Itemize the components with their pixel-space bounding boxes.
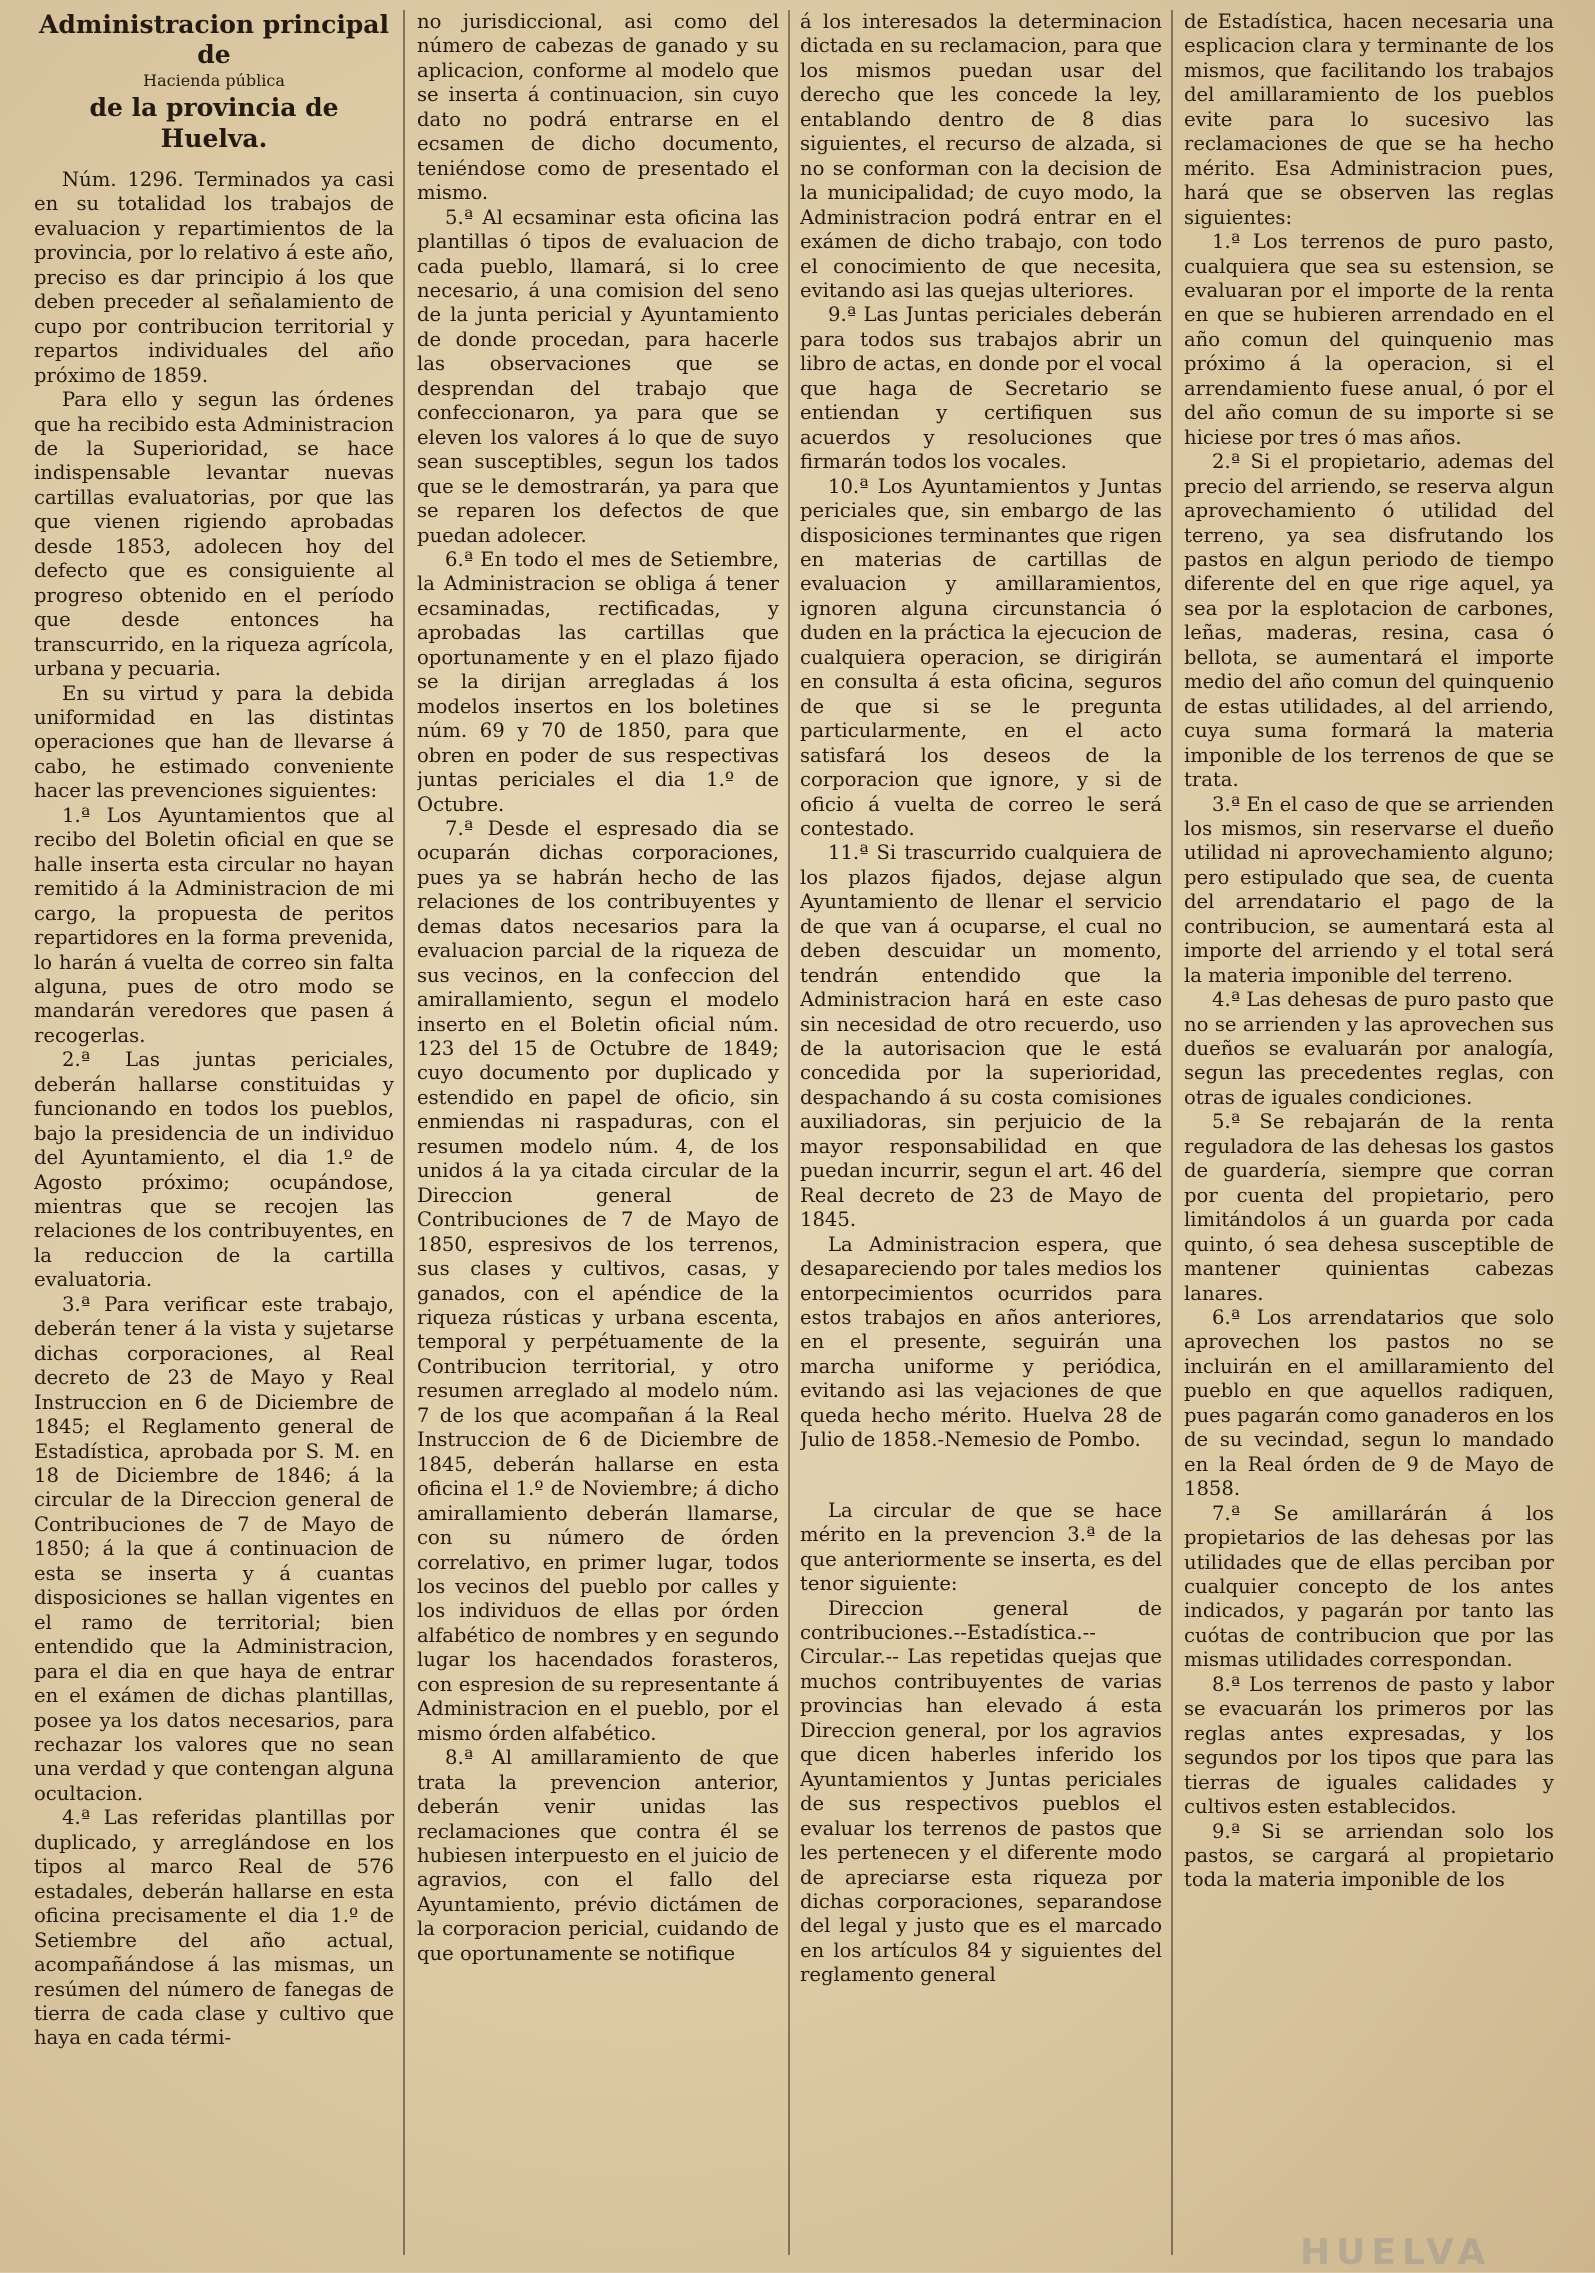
column-divider — [1171, 10, 1173, 2255]
paragraph: 9.ª Si se arriendan solo los pastos, se cargará al propietario toda la materia imponible de los — [1184, 1819, 1554, 1892]
column-4 — [1184, 10, 1554, 2252]
paragraph: 1.ª Los terrenos de puro pasto, cualquiera que sea su estension, se evaluaran por el importe de la renta en que se hubieren arrendado en el año comun del quinquenio mas próximo á la operacion, si el arrendamiento fuese anual, ó por el del año comun de su importe si se hiciese por tres ó mas años. — [1184, 230, 1554, 449]
paragraph: 4.ª Las dehesas de puro pasto que no se arrienden y las aprovechen sus dueños se evaluarán por analogía, segun las precedentes reglas, con otras de iguales condiciones. — [1184, 988, 1554, 1109]
paragraph: 8.ª Al amillaramiento de que trata la prevencion anterior, deberán venir unidas las reclamaciones que contra él se hubiesen interpuesto en el juicio de agravios, con el fallo del Ayuntamiento, prévio dictámen de la corporacion pericial, cuidando de que oportunamente se notifique — [417, 1746, 779, 1965]
paragraph: 3.ª En el caso de que se arrienden los mismos, sin reservarse el dueño utilidad ni aprovechamiento alguno; pero estipulado que sea, de cuenta del arrendatario el pago de la contribucion, se aumentará esta al importe del arriendo y el total será la materia imponible del terreno. — [1184, 792, 1554, 987]
paragraph: 11.ª Si trascurrido cualquiera de los plazos fijados, dejase algun Ayuntamiento de llenar el servicio de que van á ocuparse, el cual no deben descuidar un momento, tendrán entendido que la Administracion hará en este caso sin necesidad de otro recuerdo, uso de la autorisacion que le está concedida por la superioridad, despachando á su costa comisiones auxiliadoras, sin perjuicio de la mayor responsabilidad en que puedan incurrir, segun el art. 46 del Real decreto de 23 de Mayo de 1845. — [800, 841, 1162, 1232]
column-2 — [417, 10, 779, 2252]
column-3 — [800, 10, 1162, 2252]
heading-administracion: Administracion principal de — [39, 10, 389, 69]
paragraph: 5.ª Se rebajarán de la renta reguladora de las dehesas los gastos de guardería, siempre que corran por cuenta del propietario, pero limitándolos á un guarda por cada quinto, ó sea dehesa susceptible de mantener quinientas cabezas lanares. — [1184, 1110, 1554, 1305]
column-1 — [34, 10, 394, 2252]
paragraph: 10.ª Los Ayuntamientos y Juntas periciales que, sin embargo de las disposiciones terminantes que rigen en materias de cartillas de evaluacion y amillaramientos, ignoren alguna circunstancia ó duden en la práctica la ejecucion de cualquiera operacion, se dirigirán en consulta á esta oficina, seguros de que si se le pregunta particularmente, en el acto satisfará los deseos de la corporacion que ignore, y si de oficio á vuelta de correo le será contestado. — [800, 474, 1162, 840]
heading-hacienda: Hacienda pública — [143, 71, 285, 90]
paragraph: de Estadística, hacen necesaria una esplicacion clara y terminante de los mismos, que facilitando los trabajos del amillaramiento de los pueblos evite para lo sucesivo las reclamaciones de que se ha hecho mérito. Esa Administracion pues, hará que se observen las reglas siguientes: — [1184, 10, 1554, 229]
paragraph: 6.ª Los arrendatarios que solo aprovechen los pastos no se incluirán en el amillaramiento del pueblo en que aquellos radiquen, pues pagarán como ganaderos en los de su vecindad, segun lo mandado en la Real órden de 9 de Mayo de 1858. — [1184, 1306, 1554, 1501]
paragraph: La circular de que se hace mérito en la prevencion 3.ª de la que anteriormente se inserta, es del tenor siguiente: — [800, 1498, 1162, 1596]
paragraph: Para ello y segun las órdenes que ha recibido esta Administracion de la Superioridad, se hace indispensable levantar nuevas cartillas evaluatorias, por que las que vienen rigiendo aprobadas desde 1853, adolecen hoy del defecto que es consiguiente al progreso obtenido en el período que desde entonces ha transcurrido, en la riqueza agrícola, urbana y pecuaria. — [34, 388, 394, 681]
heading-provincia: de la provincia de Huelva. — [89, 93, 339, 153]
paragraph: 2.ª Las juntas periciales, deberán hallarse constituidas y funcionando en todos los pueblos, bajo la presidencia de un individuo del Ayuntamiento, el dia 1.º de Agosto próximo; ocupándose, mientras que se recojen las relaciones de los contribuyentes, en la reduccion de la cartilla evaluatoria. — [34, 1048, 394, 1292]
paragraph: no jurisdiccional, asi como del número de cabezas de ganado y su aplicacion, conforme al modelo que se inserta á continuacion, sin cuyo dato no podrá entrarse en el ecsamen de dicho documento, teniéndose como de presentado el mismo. — [417, 10, 779, 205]
column-divider — [403, 10, 405, 2255]
paragraph: Núm. 1296. Terminados ya casi en su totalidad los trabajos de evaluacion y repartimientos de la provincia, por lo relativo á este año, preciso es dar principio á los que deben preceder al señalamiento de cupo por contribucion territorial y repartos individuales del año próximo de 1859. — [34, 168, 394, 387]
paragraph: 1.ª Los Ayuntamientos que al recibo del Boletin oficial en que se halle inserta esta circular no hayan remitido á la Administracion de mi cargo, la propuesta de peritos repartidores en la forma prevenida, lo harán á vuelta de correo sin falta alguna, pues de otro modo se mandarán veredores que pasen á recogerlas. — [34, 803, 394, 1047]
column-divider — [788, 10, 790, 2255]
paragraph: La Administracion espera, que desapareciendo por tales medios los entorpecimientos ocurridos para estos trabajos en años anteriores, en el presente, seguirán una marcha uniforme y periódica, evitando asi las vejaciones de que queda hecho mérito. Huelva 28 de Julio de 1858.-Nemesio de Pombo. — [800, 1232, 1162, 1452]
paragraph: 2.ª Si el propietario, ademas del precio del arriendo, se reserva algun aprovechamiento ó utilidad del terreno, ya sea disfrutando los pastos en algun periodo de tiempo diferente del en que rige aquel, ya sea por la esplotacion de carbones, leñas, maderas, resina, casa ó bellota, se aumentará el importe medio del año comun del quinquenio de estas utilidades, al del arriendo, cuya suma formará la materia imponible de los terrenos de que se trata. — [1184, 450, 1554, 792]
paragraph: En su virtud y para la debida uniformidad en las distintas operaciones que han de llevarse á cabo, he estimado conveniente hacer las prevenciones siguientes: — [34, 681, 394, 803]
paragraph: 7.ª Se amillarárán á los propietarios de las dehesas por las utilidades que de ellas perciban por cualquier concepto de los antes indicados, y pagarán por tanto las cuótas de contribucion que por las mismas utilidades correspondan. — [1184, 1501, 1554, 1672]
paragraph: 4.ª Las referidas plantillas por duplicado, y arreglándose en los tipos al marco Real de 576 estadales, deberán hallarse en esta oficina precisamente el dia 1.º de Setiembre del año actual, acompañándose á las mismas, un resúmen del número de fanegas de tierra de cada clase y cultivo que haya en cada térmi- — [34, 1806, 394, 2050]
spacer — [800, 1453, 1162, 1499]
paragraph: 7.ª Desde el espresado dia se ocuparán dichas corporaciones, pues ya se habrán hecho de las relaciones de los contribuyentes y demas datos necesarios para la evaluacion parcial de la riqueza de sus vecinos, en la confeccion del amirallamiento, segun el modelo inserto en el Boletin oficial núm. 123 del 15 de Octubre de 1849; cuyo documento por duplicado y estendido en papel de oficio, sin enmiendas ni raspaduras, con el resumen modelo núm. 4, de los unidos á la ya citada circular de la Direccion general de Contribuciones de 7 de Mayo de 1850, espresivos de los terrenos, sus clases y cultivos, casas, y ganados, con el apéndice de la riqueza rústicas y urbana escenta, temporal y perpétuamente de la Contribucion territorial, y otro resumen arreglado al modelo núm. 7 de los que acompañan á la Real Instruccion de 6 de Diciembre de 1845, deberán hallarse en esta oficina el 1.º de Noviembre; á dicho amirallamiento deberán llamarse, con su número de órden correlativo, en primer lugar, todos los vecinos del pueblo por calles y los individuos de ellas por órden alfabético de nombres y en segundo lugar los hacendados forasteros, con espresion de su representante á Administracion en el pueblo, por el mismo órden alfabético. — [417, 816, 779, 1745]
paragraph: 9.ª Las Juntas periciales deberán para todos sus trabajos abrir un libro de actas, en donde por el vocal que haga de Secretario se entiendan y certifiquen sus acuerdos y resoluciones que firmarán todos los vocales. — [800, 303, 1162, 474]
paragraph: 6.ª En todo el mes de Setiembre, la Administracion se obliga á tener ecsaminadas, rectificadas, y aprobadas las cartillas que oportunamente y en el plazo fijado se la dirijan arregladas á los modelos insertos en los boletines núm. 69 y 70 de 1850, para que obren en poder de sus respectivas juntas periciales el dia 1.º de Octubre. — [417, 547, 779, 816]
paragraph: 8.ª Los terrenos de pasto y labor se evacuarán los primeros por las reglas antes expresadas, y los segundos por los tipos que para las tierras de iguales calidades y cultivos esten establecidos. — [1184, 1672, 1554, 1819]
paragraph: 3.ª Para verificar este trabajo, deberán tener á la vista y sujetarse dichas corporaciones, al Real decreto de 23 de Mayo y Real Instruccion en 6 de Diciembre de 1845; el Reglamento general de Estadística, aprobada por S. M. en 18 de Diciembre de 1846; á la circular de la Direccion general de Contribuciones de 7 de Mayo de 1850; á la que á continuacion de esta se inserta y á cuantas disposiciones se hallan vigentes en el ramo de territorial; bien entendido que la Administracion, para el dia en que haya de entrar en el exámen de dichas plantillas, posee ya los datos necesarios, para rechazar los valores que no sean una verdad y que contengan alguna ocultacion. — [34, 1292, 394, 1805]
library-watermark: HUELVA — [1300, 2232, 1492, 2273]
paragraph: 5.ª Al ecsaminar esta oficina las plantillas ó tipos de evaluacion de cada pueblo, llamará, si lo cree necesario, á una comision del seno de la junta pericial y Ayuntamiento de donde procedan, para hacerle las observaciones que se desprendan del trabajo que confeccionaron, ya para que se eleven los valores á lo que de suyo sean susceptibles, segun los tados que se le demostrarán, ya para que se reparen los defectos de que puedan adolecer. — [417, 205, 779, 547]
paragraph: á los interesados la determinacion dictada en su reclamacion, para que los mismos puedan usar del derecho que les concede la ley, entablando dentro de 8 dias siguientes, el recurso de alzada, si no se conforman con la decision de la municipalidad; de cuyo modo, la Administracion podrá entrar en el exámen de dicho trabajo, con todo el conocimiento de que necesita, evitando asi las quejas ulteriores. — [800, 10, 1162, 302]
paragraph: Direccion general de contribuciones.--Estadística.--Circular.-- Las repetidas quejas que muchos contribuyentes de varias provincias han elevado á esta Direccion general, por los agravios que dicen haberles inferido los Ayuntamientos y Juntas periciales de sus respectivos pueblos el evaluar los terrenos de pastos que les pertenecen y el diferente modo de apreciarse esta riqueza por dichas corporaciones, separandose del legal y justo que es el marcado en los artículos 84 y siguientes del reglamento general — [800, 1596, 1162, 1987]
